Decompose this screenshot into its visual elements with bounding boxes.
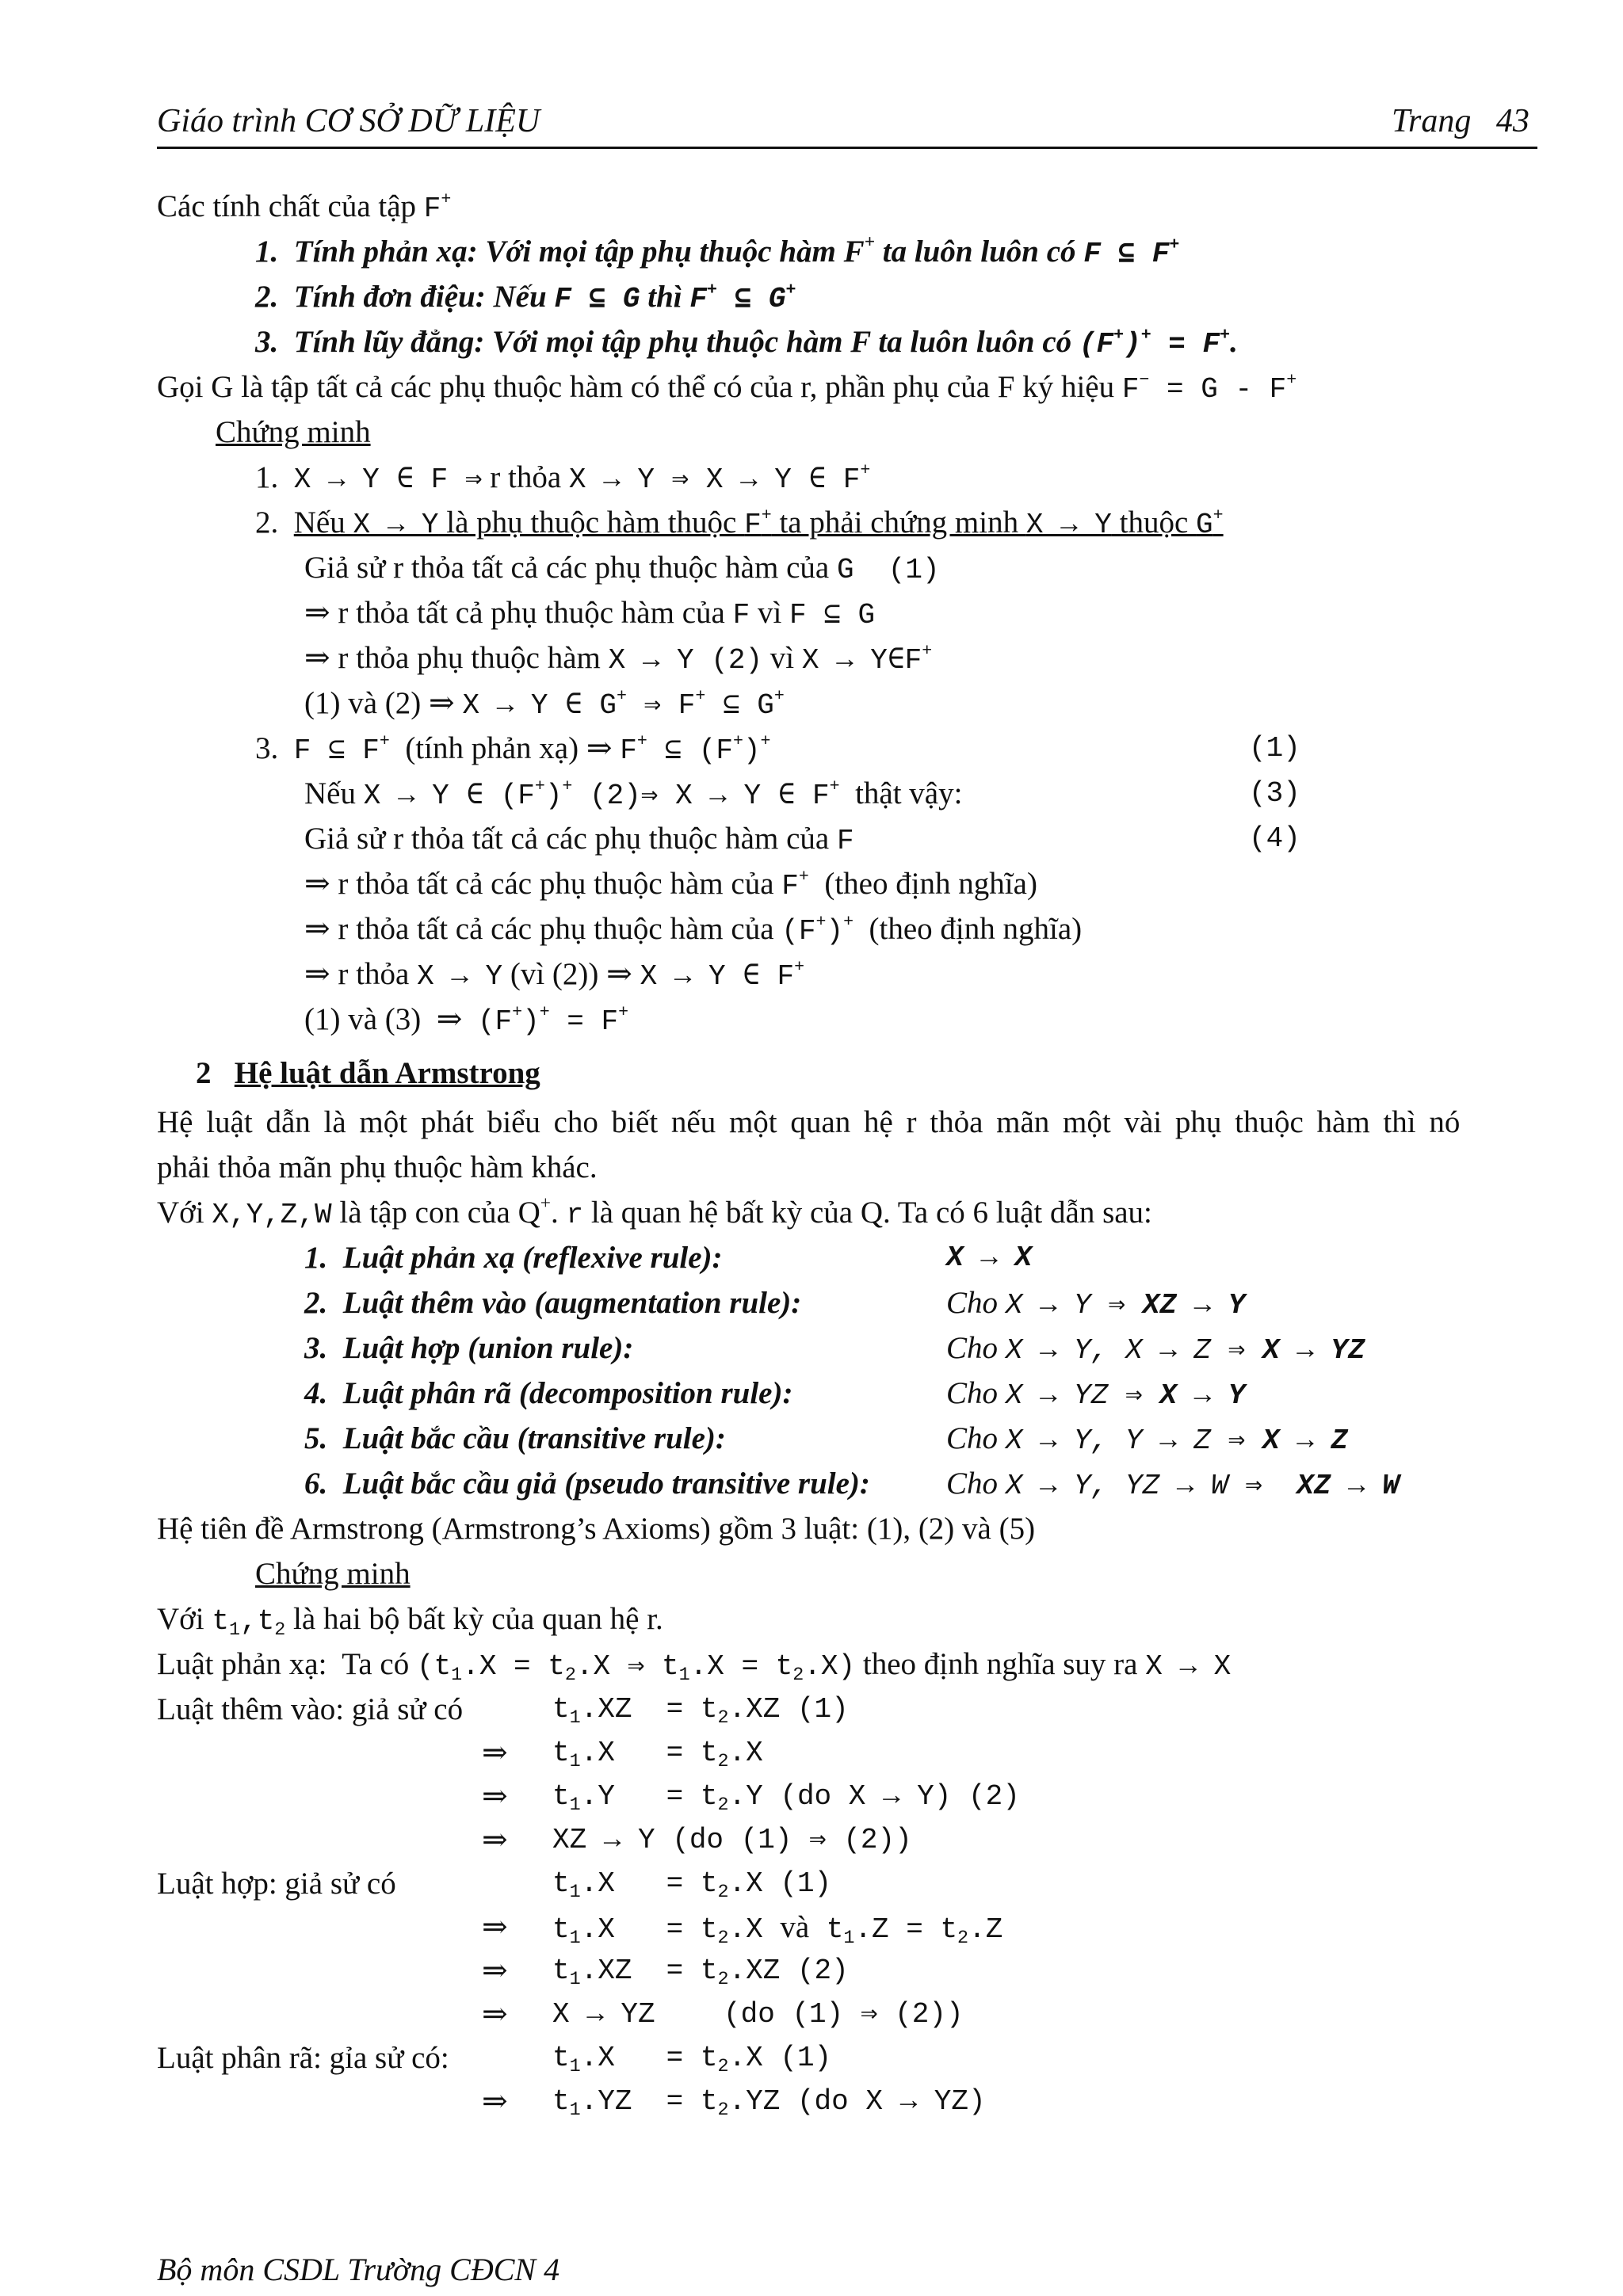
augmentation-proof-line-2: $t_1.X = t_2.X$	[552, 1737, 763, 1773]
rule-5-name: 5. Luật bắc cầu (transitive rule):	[304, 1421, 726, 1455]
implies-arrow: ⇒	[482, 1736, 508, 1770]
rule-4-name: 4. Luật phân rã (decomposition rule):	[304, 1376, 793, 1410]
rule-3-name: 3. Luật hợp (union rule):	[304, 1331, 634, 1365]
proof-step-2: 2. Nếu X → Y là phụ thuộc hàm thuộc F+ ta phải chứng minh X → Y thuộc G+	[255, 505, 1224, 541]
decomposition-proof-label: Luật phân rã: gỉa sử có:	[157, 2041, 449, 2075]
decomposition-proof-line-2: $t_1.YZ = t_2.YZ$ (do X → YZ)	[552, 2085, 986, 2122]
complement-definition: Gọi G là tập tất cả các phụ thuộc hàm có thể có của r, phần phụ của F ký hiệu F− = G - F+	[157, 370, 1297, 406]
header-page-number: Trang 43	[1392, 103, 1529, 139]
implies-arrow: ⇒	[482, 1823, 508, 1857]
properties-intro: Các tính chất của tập F+	[157, 189, 452, 225]
augmentation-proof-line-4: XZ → Y (do (1) ⇒ (2))	[552, 1824, 912, 1856]
union-proof-label: Luật hợp: giả sử có	[157, 1867, 396, 1901]
rule-5-formula: Cho X → Y, Y → Z ⇒ X → Z	[946, 1421, 1348, 1457]
paragraph-line-3: Với X,Y,Z,W là tập con của Q+. r là quan hệ bất kỳ của Q. Ta có 6 luật dẫn sau:	[157, 1192, 1152, 1231]
implies-arrow: ⇒	[482, 2084, 508, 2119]
proof-step-3: 3. F ⊆ F+ (tính phản xạ) ⇒ F+ ⊆ (F+)+	[255, 731, 771, 767]
eq-label-4: (4)	[1249, 822, 1300, 855]
axioms-statement: Hệ tiên đề Armstrong (Armstrong’s Axioms) gồm 3 luật: (1), (2) và (5)	[157, 1512, 1036, 1546]
proof-heading-2: Chứng minh	[255, 1557, 411, 1591]
implies-arrow: ⇒	[482, 1910, 508, 1944]
implies-arrow: ⇒	[482, 1954, 508, 1988]
proof-step-3-line-1: Nếu X → Y ∈ (F+)+ (2)⇒ X → Y ∈ F+ thật vậy:	[304, 776, 963, 812]
augmentation-proof-line-3: $t_1.Y = t_2.Y$ (do X → Y) (2)	[552, 1780, 1020, 1817]
header-rule	[157, 147, 1537, 149]
property-idempotent: 3. Tính lũy đẳng: Với mọi tập phụ thuộc hàm F ta luôn luôn có (F+)+ = F+.	[255, 325, 1238, 360]
union-proof-line-3: $t_1.XZ = t_2.XZ$ (2)	[552, 1955, 849, 1991]
rule-4-formula: Cho X → YZ ⇒ X → Y	[946, 1376, 1246, 1412]
proof-step-2-line-1: Giả sử r thỏa tất cả các phụ thuộc hàm của G (1)	[304, 551, 940, 586]
proof-step-3-line-4: ⇒ r thỏa tất cả các phụ thuộc hàm của (F+)+ (theo định nghĩa)	[304, 912, 1083, 948]
property-monotonic: 2. Tính đơn điệu: Nếu F ⊆ G thì F+ ⊆ G+	[255, 280, 796, 315]
rule-3-formula: Cho X → Y, X → Z ⇒ X → YZ	[946, 1331, 1365, 1367]
section-heading: 2 Hệ luật dẫn Armstrong	[196, 1056, 540, 1090]
proof-step-1: 1. X → Y ∈ F ⇒ r thỏa X → Y ⇒ X → Y ∈ F+	[255, 460, 871, 496]
proof-step-2-line-2: ⇒ r thỏa tất cả phụ thuộc hàm của F vì F ⊆ G	[304, 596, 876, 631]
proof-step-3-line-2: Giả sử r thỏa tất cả các phụ thuộc hàm của F	[304, 822, 854, 857]
eq-label-1: (1)	[1249, 732, 1300, 765]
union-proof-line-4: X → YZ (do (1) ⇒ (2))	[552, 1998, 964, 2031]
property-reflexive: 1. Tính phản xạ: Với mọi tập phụ thuộc hàm F+ ta luôn luôn có F ⊆ F+	[255, 231, 1180, 270]
proof-step-2-line-4: (1) và (2) ⇒ X → Y ∈ G+ ⇒ F+ ⊆ G+	[304, 686, 785, 722]
implies-arrow: ⇒	[482, 1779, 508, 1814]
paragraph-line-1: Hệ luật dẫn là một phát biểu cho biết nếu một quan hệ r thỏa mãn một vài phụ thuộc hàm thì nó	[157, 1105, 1461, 1139]
rule-1-formula: X → X	[946, 1241, 1033, 1274]
proof-2-intro: Với $t_1,t_2$ là hai bộ bất kỳ của quan hệ r.	[157, 1602, 663, 1642]
proof-step-2-line-3: ⇒ r thỏa phụ thuộc hàm X → Y (2) vì X → Y∈F+	[304, 641, 933, 677]
footer-text: Bộ môn CSDL Trường CĐCN 4	[157, 2252, 560, 2287]
rule-1-name: 1. Luật phản xạ (reflexive rule):	[304, 1241, 723, 1275]
decomposition-proof-line-1: $t_1.X = t_2.X$ (1)	[552, 2042, 832, 2078]
rule-2-formula: Cho X → Y ⇒ XZ → Y	[946, 1286, 1246, 1322]
proof-step-3-line-5: ⇒ r thỏa X → Y (vì (2)) ⇒ X → Y ∈ F+	[304, 957, 805, 993]
union-proof-line-1: $t_1.X = t_2.X$ (1)	[552, 1867, 832, 1904]
reflexive-proof: Luật phản xạ: Ta có ($t_1.X = t_2.X$ ⇒ $t_1.X = t_2.X$) theo định nghĩa suy ra X → X	[157, 1647, 1232, 1687]
header-title: Giáo trình CƠ SỞ DỮ LIỆU	[157, 103, 540, 139]
union-proof-line-2: $t_1.X = t_2.X$ và $t_1.Z = t_2.Z$	[552, 1910, 1003, 1950]
proof-step-3-line-3: ⇒ r thỏa tất cả các phụ thuộc hàm của F+ (theo định nghĩa)	[304, 867, 1037, 902]
augmentation-proof-label: Luật thêm vào: giả sử có	[157, 1692, 464, 1726]
eq-label-3: (3)	[1249, 777, 1300, 810]
rule-6-formula: Cho X → Y, YZ → W ⇒ XZ → W	[946, 1466, 1400, 1502]
augmentation-proof-line-1: $t_1.XZ = t_2.XZ$ (1)	[552, 1693, 849, 1730]
paragraph-line-2: phải thỏa mãn phụ thuộc hàm khác.	[157, 1150, 598, 1184]
proof-step-3-line-6: (1) và (3) ⇒ (F+)+ = F+	[304, 1002, 629, 1038]
implies-arrow: ⇒	[482, 1997, 508, 2031]
rule-2-name: 2. Luật thêm vào (augmentation rule):	[304, 1286, 802, 1320]
proof-heading: Chứng minh	[216, 415, 371, 449]
rule-6-name: 6. Luật bắc cầu giả (pseudo transitive rule):	[304, 1466, 870, 1501]
